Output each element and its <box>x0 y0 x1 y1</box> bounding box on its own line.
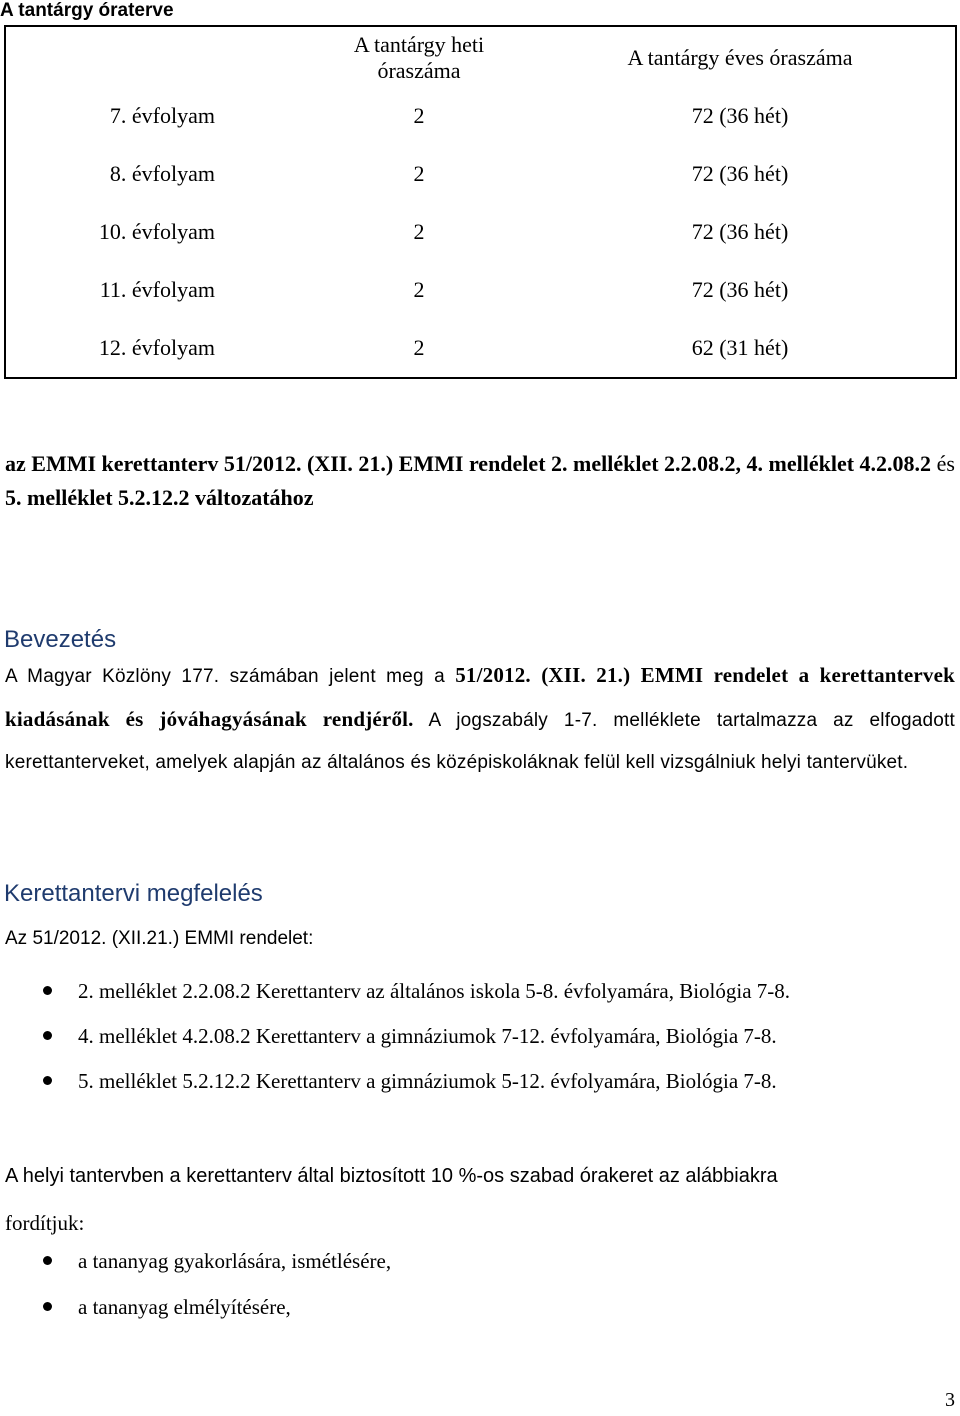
grade-cell: 10. évfolyam <box>98 219 215 244</box>
grade-cell: 8. évfolyam <box>109 161 215 186</box>
intro-text-continued: A jogszabály 1-7. melléklete tartalmazza az elfogadott kerettanterveket, amelyek alapján az általános és középiskoláknak felül kell vizsgálniuk helyi tantervüket. <box>5 710 955 773</box>
yearly-hours-cell: 72 (36 hét) <box>691 219 789 244</box>
intro-text: A Magyar Közlöny 177. számában jelent meg a <box>5 666 456 687</box>
grade-cell: 7. évfolyam <box>109 103 215 128</box>
reference-note-suffix: 5. melléklet 5.2.12.2 változatához <box>5 485 314 510</box>
grade-cell: 12. évfolyam <box>98 335 215 360</box>
hours-table <box>4 25 957 379</box>
purpose-list <box>0 1240 391 1332</box>
weekly-hours-cell: 2 <box>413 335 425 360</box>
list-item: 2. melléklet 2.2.08.2 Kerettanterv az általános iskola 5-8. évfolyamára, Biológia 7-8. <box>0 975 790 1020</box>
reference-note-connector: és <box>931 451 955 476</box>
weekly-hours-cell: 2 <box>413 219 425 244</box>
yearly-hours-cell: 62 (31 hét) <box>691 335 789 360</box>
annex-list <box>0 975 790 1110</box>
free-hours-text: A helyi tantervben a kerettanterv által biztosított 10 %-os szabad órakeret az alábbiakra <box>5 1165 778 1187</box>
yearly-hours-cell: 72 (36 hét) <box>691 103 789 128</box>
yearly-hours-cell: 72 (36 hét) <box>691 277 789 302</box>
table-header-cell: A tantárgy éves óraszáma <box>627 45 853 70</box>
regulation-label: Az 51/2012. (XII.21.) EMMI rendelet: <box>5 928 314 949</box>
weekly-hours-cell: 2 <box>413 103 425 128</box>
table-row <box>5 87 956 145</box>
curriculum-match-heading: Kerettantervi megfelelés <box>4 880 263 907</box>
page-number: 3 <box>945 1389 955 1411</box>
intro-paragraph <box>5 654 955 784</box>
list-item: a tananyag gyakorlására, ismétlésére, <box>0 1240 391 1286</box>
table-row <box>5 145 956 203</box>
weekly-hours-cell: 2 <box>413 277 425 302</box>
list-item: a tananyag elmélyítésére, <box>0 1286 391 1332</box>
reference-note-prefix: az EMMI kerettanterv 51/2012. (XII. 21.) EMMI rendelet 2. melléklet 2.2.08.2, 4. melléklet 4.2.08.2 <box>5 451 932 476</box>
list-item: 5. melléklet 5.2.12.2 Kerettanterv a gimnáziumok 5-12. évfolyamára, Biológia 7-8. <box>0 1065 790 1110</box>
weekly-hours-cell: 2 <box>413 161 425 186</box>
free-hours-continuation: fordítjuk: <box>5 1211 85 1235</box>
table-row <box>5 203 956 261</box>
table-header-cell <box>5 26 313 87</box>
grade-cell: 11. évfolyam <box>99 277 215 302</box>
table-row <box>5 261 956 319</box>
section-title: A tantárgy óraterve <box>0 0 174 21</box>
regulation-title: 51/2012. (XII. 21.) EMMI rendelet a kerettantervek kiadásának és jóváhagyásának rendjéről. <box>5 663 955 731</box>
list-item: 4. melléklet 4.2.08.2 Kerettanterv a gimnáziumok 7-12. évfolyamára, Biológia 7-8. <box>0 1020 790 1065</box>
free-hours-paragraph <box>5 1153 955 1247</box>
curriculum-reference-note <box>5 447 955 515</box>
yearly-hours-cell: 72 (36 hét) <box>691 161 789 186</box>
table-header-row <box>5 26 956 87</box>
intro-heading: Bevezetés <box>4 626 117 653</box>
table-row <box>5 319 956 378</box>
table-header-cell: A tantárgy heti óraszáma <box>353 32 485 83</box>
